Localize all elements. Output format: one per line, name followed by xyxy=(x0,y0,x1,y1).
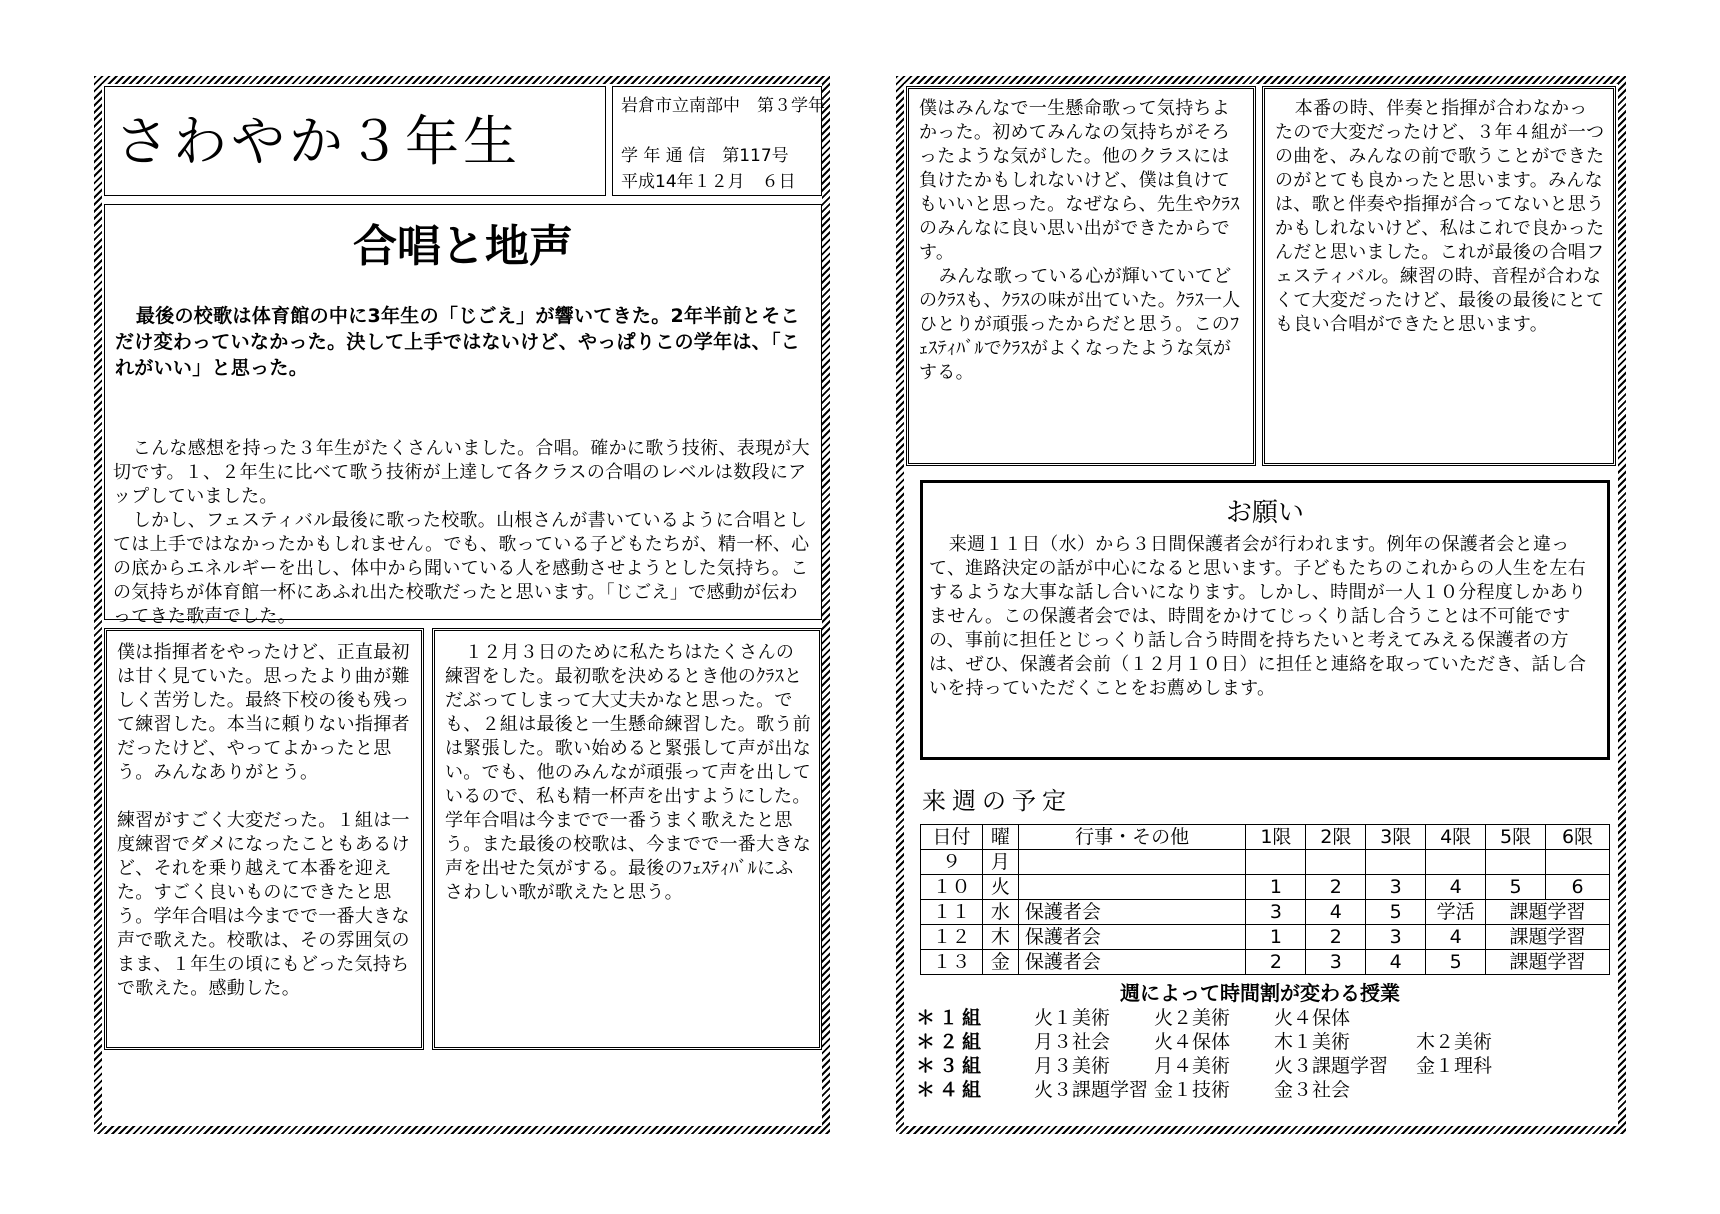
subject-item: 木２美術 xyxy=(1416,1031,1493,1053)
subject-item: 月４美術 xyxy=(1154,1055,1231,1077)
issue-date: 平成14年１２月 ６日 xyxy=(621,172,796,192)
header-cell: 行事・その他 xyxy=(1018,825,1246,850)
subject-item: 火４保体 xyxy=(1154,1031,1231,1053)
period-cell: 4 xyxy=(1306,900,1366,925)
period-cell: 学活 xyxy=(1426,900,1486,925)
dow-cell: 水 xyxy=(982,900,1018,925)
event-cell: 保護者会 xyxy=(1018,925,1246,950)
period-cell xyxy=(1486,850,1546,875)
notice-box xyxy=(920,480,1610,760)
date-cell: ９ xyxy=(921,850,983,875)
timetable-list xyxy=(916,1006,1606,1102)
period-cell: 4 xyxy=(1426,875,1486,900)
event-cell: 保護者会 xyxy=(1018,950,1246,975)
essay-box-2 xyxy=(432,628,822,1050)
period-cell xyxy=(1546,850,1610,875)
header-cell: 5限 xyxy=(1486,825,1546,850)
header-cell: 日付 xyxy=(921,825,983,850)
left-page xyxy=(102,84,825,1126)
header-cell: 6限 xyxy=(1546,825,1610,850)
dow-cell: 金 xyxy=(982,950,1018,975)
essay-box-1 xyxy=(104,628,424,1050)
subject-item: 月３社会 xyxy=(1034,1031,1111,1053)
subject-item: 金１理科 xyxy=(1416,1055,1493,1077)
essay-box-3 xyxy=(906,86,1256,466)
subject-item: 火４保体 xyxy=(1274,1007,1351,1029)
period-cell: 6 xyxy=(1546,875,1610,900)
article-body xyxy=(113,437,813,629)
issue-number: 学 年 通 信 第117号 xyxy=(621,146,789,166)
class-label: ＊１組 xyxy=(916,1007,986,1029)
date-cell: １３ xyxy=(921,950,983,975)
table-row xyxy=(921,850,1610,875)
header-cell: 4限 xyxy=(1426,825,1486,850)
schedule-table xyxy=(920,824,1610,975)
period-cell: 3 xyxy=(1306,950,1366,975)
class-label: ＊４組 xyxy=(916,1079,986,1101)
notice-text: 来週１１日（水）から３日間保護者会が行われます。例年の保護者会と違って、進路決定の話が中心になると思います。子どもたちのこれからの人生を左右するような大事な話し合いになります。しかし、時間が一人１０分程度しかありません。この保護者会では、時間をかけてじっくり話し合うことは不可能ですの、事前に担任とじっくり話し合う時間を持ちたいと考えてみえる保護者の方は、ぜひ、保護者会前（１２月１０日）に担任と連絡を取っていただき、話し合いを持っていただくことをお薦めします。 xyxy=(929,534,1587,699)
subject-item: 火３課題学習 xyxy=(1034,1079,1149,1101)
essay-text: みんな歌っている心が輝いていてどのｸﾗｽも、ｸﾗｽの味が出ていた。ｸﾗｽ一人ひとりが頑張ったからだと思う。このﾌｪｽﾃｨﾊﾞﾙでｸﾗｽがよくなったような気がする。 xyxy=(919,266,1241,383)
event-cell: 保護者会 xyxy=(1018,900,1246,925)
essay-text: 本番の時、伴奏と指揮が合わなかったので大変だったけど、３年４組が一つの曲を、みんなの前で歌うことができたのがとても良かったと思います。みんなは、歌と伴奏や指揮が合ってないと思うかもしれないけど、私はこれで良かったんだと思いました。これが最後の合唱フェスティバル。練習の時、音程が合わなくて大変だったけど、最後の最後にとても良い合唱ができたと思います。 xyxy=(1275,98,1605,335)
period-cell: 4 xyxy=(1426,925,1486,950)
newsletter-title: さわやか３年生 xyxy=(115,110,521,173)
period-cell: 1 xyxy=(1246,925,1306,950)
right-page xyxy=(904,84,1618,1126)
masthead-title-box xyxy=(104,86,606,196)
period-cell xyxy=(1366,850,1426,875)
subject-item: 火２美術 xyxy=(1154,1007,1231,1029)
subject-item xyxy=(1416,1078,1536,1102)
period-cell: 5 xyxy=(1366,900,1426,925)
event-cell xyxy=(1018,875,1246,900)
subject-item xyxy=(1416,1006,1536,1030)
period-cell xyxy=(1246,850,1306,875)
table-row xyxy=(921,925,1610,950)
period-cell-merged: 課題学習 xyxy=(1486,925,1610,950)
event-cell xyxy=(1018,850,1246,875)
schedule-header-row xyxy=(921,825,1610,850)
header-cell: 曜 xyxy=(982,825,1018,850)
class-label: ＊２組 xyxy=(916,1031,986,1053)
schedule-heading: 来週の予定 xyxy=(922,787,1072,815)
period-cell: 3 xyxy=(1246,900,1306,925)
essay-text: 僕は指揮者をやったけど、正直最初は甘く見ていた。思ったより曲が難しく苦労した。最終下校の後も残って練習した。本当に頼りない指揮者だったけど、やってよかったと思う。みんなありがとう。 xyxy=(117,642,410,783)
timetable-heading: 週によって時間割が変わる授業 xyxy=(1120,981,1400,1005)
table-row xyxy=(921,900,1610,925)
school-name: 岩倉市立南部中 第３学年 xyxy=(621,96,825,116)
period-cell: 5 xyxy=(1426,950,1486,975)
dow-cell: 木 xyxy=(982,925,1018,950)
table-row xyxy=(921,875,1610,900)
notice-title: お願い xyxy=(1225,498,1304,528)
article-headline: 合唱と地声 xyxy=(353,221,573,272)
dow-cell: 月 xyxy=(982,850,1018,875)
period-cell xyxy=(1306,850,1366,875)
period-cell: 2 xyxy=(1246,950,1306,975)
period-cell: 4 xyxy=(1366,950,1426,975)
date-cell: １２ xyxy=(921,925,983,950)
subject-item: 火１美術 xyxy=(1034,1007,1111,1029)
essay-box-4 xyxy=(1262,86,1616,466)
period-cell: 5 xyxy=(1486,875,1546,900)
period-cell-merged: 課題学習 xyxy=(1486,900,1610,925)
period-cell: 1 xyxy=(1246,875,1306,900)
list-item xyxy=(916,1078,1606,1102)
essay-text: 練習がすごく大変だった。１組は一度練習でダメになったこともあるけど、それを乗り越えて本番を迎えた。すごく良いものにできたと思う。学年合唱は今までで一番大きな声で歌えた。校歌は、その雰囲気のまま、１年生の頃にもどった気持ちで歌えた。感動した。 xyxy=(117,810,410,999)
dow-cell: 火 xyxy=(982,875,1018,900)
header-cell: 2限 xyxy=(1306,825,1366,850)
period-cell: 2 xyxy=(1306,925,1366,950)
header-cell: 1限 xyxy=(1246,825,1306,850)
right-page-frame xyxy=(896,76,1626,1134)
date-cell: １０ xyxy=(921,875,983,900)
list-item xyxy=(916,1006,1606,1030)
article-lead: 最後の校歌は体育館の中に3年生の「じごえ」が響いてきた。2年半前とそこだけ変わっていなかった。決して上手ではないけど、やっぱりこの学年は、「これがいい」と思った。 xyxy=(115,305,801,379)
essay-text: 僕はみんなで一生懸命歌って気持ちよかった。初めてみんなの気持ちがそろったような気がした。他のクラスには負けたかもしれないけど、僕は負けてもいいと思った。なぜなら、先生やｸﾗｽのみんなに良い思い出ができたからです。 xyxy=(919,98,1240,263)
masthead-info-box xyxy=(612,86,825,196)
subject-item: 木１美術 xyxy=(1274,1031,1351,1053)
essay-text: １２月３日のために私たちはたくさんの練習をした。最初歌を決めるとき他のｸﾗｽとだぶってしまって大丈夫かなと思った。でも、２組は最後と一生懸命練習した。歌う前は緊張した。歌い始めると緊張して声が出ない。でも、他のみんなが頑張って声を出しているので、私も精一杯声を出すようにした。学年合唱は今までで一番うまく歌えたと思う。また最後の校歌は、今までで一番大きな声を出せた気がする。最後のﾌｪｽﾃｨﾊﾞﾙにふさわしい歌が歌えたと思う。 xyxy=(445,642,811,903)
article-paragraph: こんな感想を持った３年生がたくさんいました。合唱。確かに歌う技術、表現が大切です。１、２年生に比べて歌う技術が上達して各クラスの合唱のレベルは数段にアップしていました。 xyxy=(113,438,810,507)
main-article-box xyxy=(104,204,822,627)
period-cell-merged: 課題学習 xyxy=(1486,950,1610,975)
subject-item: 金１技術 xyxy=(1154,1079,1231,1101)
subject-item: 金３社会 xyxy=(1274,1079,1351,1101)
date-cell: １１ xyxy=(921,900,983,925)
table-row xyxy=(921,950,1610,975)
period-cell xyxy=(1426,850,1486,875)
period-cell: 3 xyxy=(1366,925,1426,950)
period-cell: 2 xyxy=(1306,875,1366,900)
left-page-frame xyxy=(94,76,830,1134)
list-item xyxy=(916,1030,1606,1054)
subject-item: 月３美術 xyxy=(1034,1055,1111,1077)
class-label: ＊３組 xyxy=(916,1055,986,1077)
subject-item: 火３課題学習 xyxy=(1274,1055,1389,1077)
period-cell: 3 xyxy=(1366,875,1426,900)
header-cell: 3限 xyxy=(1366,825,1426,850)
article-paragraph: しかし、フェスティバル最後に歌った校歌。山根さんが書いているように合唱としては上手ではなかったかもしれません。でも、歌っている子どもたちが、精一杯、心の底からエネルギーを出し、体中から聞いている人を感動させようとした気持ち。この気持ちが体育館一杯にあふれ出た校歌だったと思います。「じごえ」で感動が伝わってきた歌声でした。 xyxy=(113,510,810,627)
list-item xyxy=(916,1054,1606,1078)
